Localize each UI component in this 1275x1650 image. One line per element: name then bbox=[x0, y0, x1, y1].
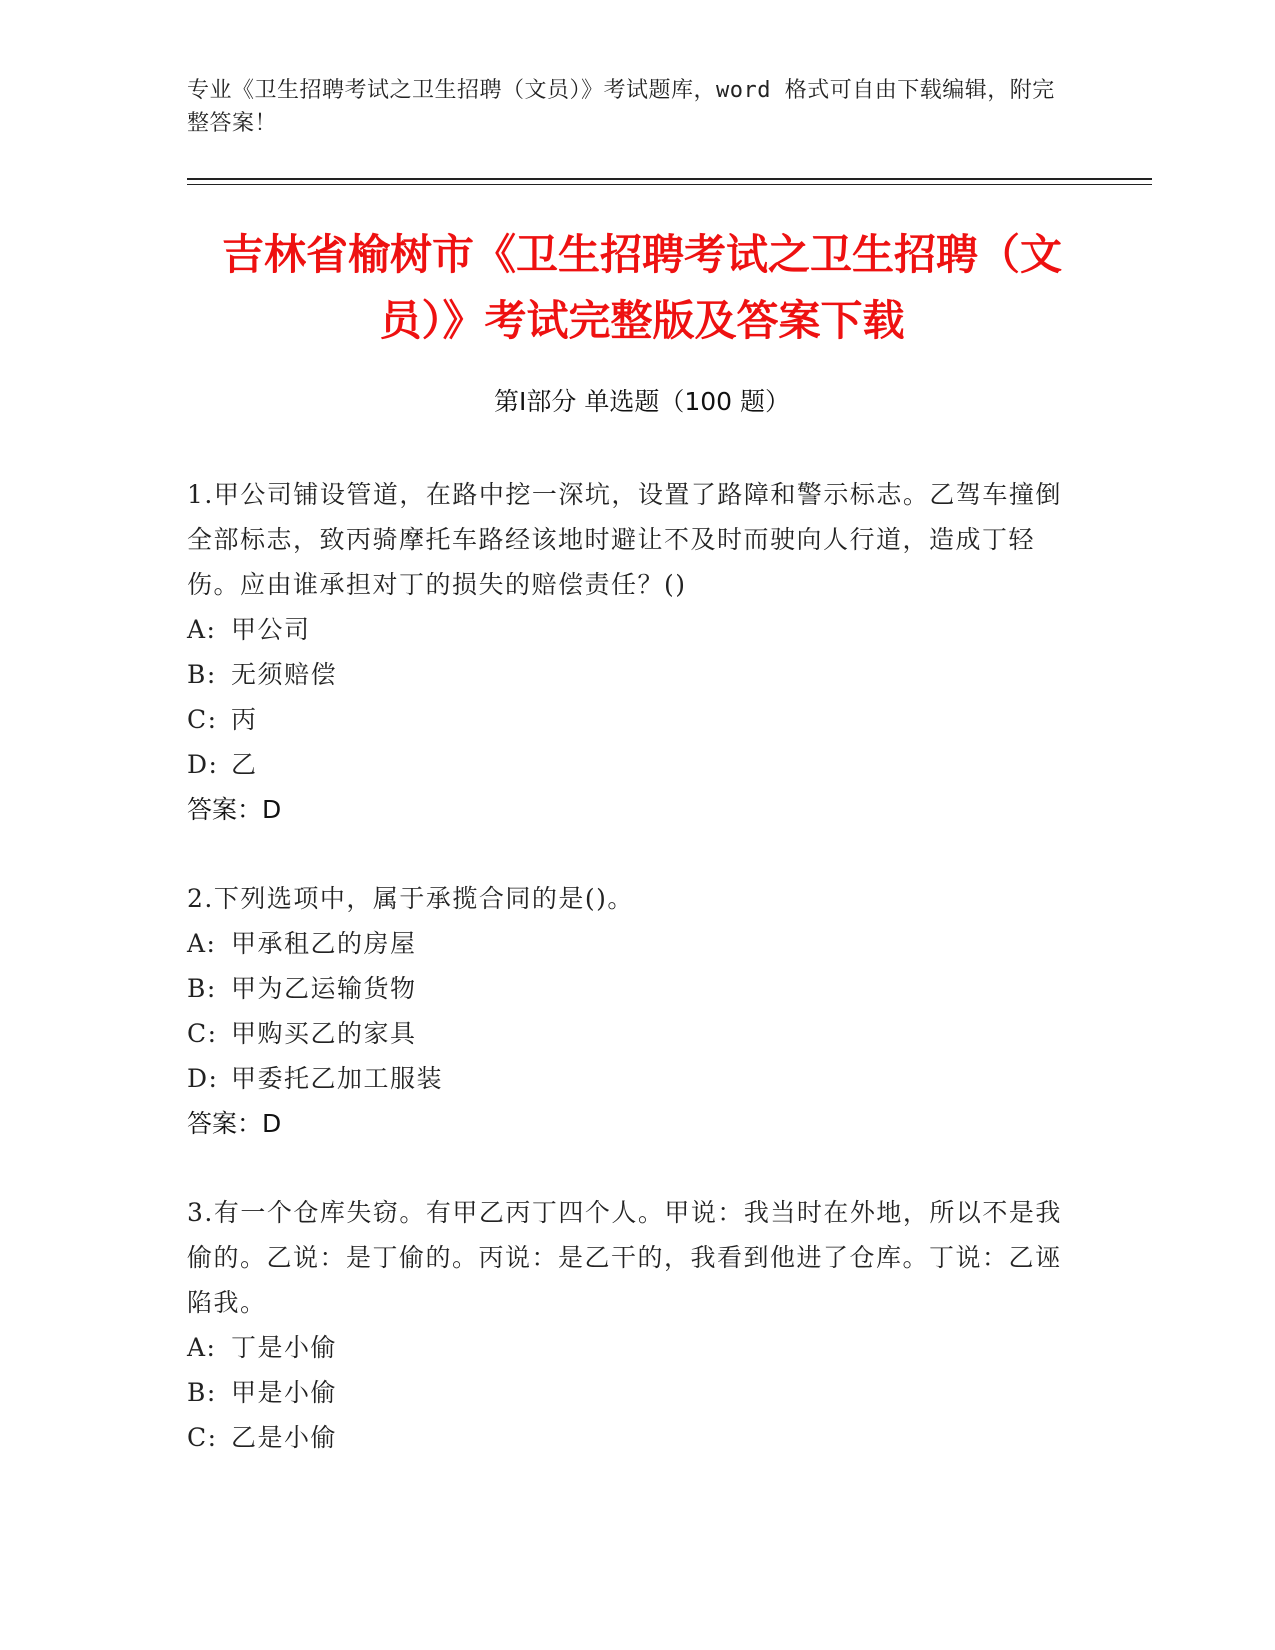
header-note: 专业《卫生招聘考试之卫生招聘（文员）》考试题库，word 格式可自由下载编辑，附完整答案！ bbox=[187, 78, 1055, 136]
option-key: C: bbox=[187, 1019, 218, 1048]
option-d bbox=[187, 1056, 1067, 1101]
option-b bbox=[187, 1370, 1067, 1415]
header-rule-thin bbox=[187, 184, 1152, 185]
answer: 答案：D bbox=[187, 1109, 282, 1138]
option-text: 丁是小偷 bbox=[231, 1333, 338, 1362]
option-text: 丙 bbox=[231, 705, 258, 734]
question-stem: 2.下列选项中，属于承揽合同的是()。 bbox=[187, 884, 634, 913]
option-b bbox=[187, 652, 1067, 697]
option-text: 甲公司 bbox=[231, 615, 311, 644]
option-key: B: bbox=[187, 660, 217, 689]
answer: 答案：D bbox=[187, 795, 282, 824]
option-text: 乙 bbox=[231, 750, 258, 779]
question-3 bbox=[187, 1190, 1067, 1460]
option-a bbox=[187, 607, 1067, 652]
section-heading: 第Ⅰ部分 单选题（100 题） bbox=[494, 387, 790, 416]
option-c bbox=[187, 1415, 1067, 1460]
option-text: 甲是小偷 bbox=[231, 1378, 338, 1407]
option-a bbox=[187, 921, 1067, 966]
question-2 bbox=[187, 876, 1067, 1146]
option-c bbox=[187, 697, 1067, 742]
option-text: 甲购买乙的家具 bbox=[231, 1019, 417, 1048]
question-1 bbox=[187, 472, 1067, 832]
option-text: 无须赔偿 bbox=[231, 660, 338, 689]
option-key: A: bbox=[187, 1333, 217, 1362]
option-text: 甲承租乙的房屋 bbox=[231, 929, 417, 958]
option-b bbox=[187, 966, 1067, 1011]
option-text: 甲为乙运输货物 bbox=[231, 974, 417, 1003]
header-rule bbox=[187, 178, 1152, 180]
option-key: B: bbox=[187, 1378, 217, 1407]
option-a bbox=[187, 1325, 1067, 1370]
option-key: A: bbox=[187, 615, 217, 644]
option-key: D: bbox=[187, 1064, 219, 1093]
option-d bbox=[187, 742, 1067, 787]
option-text: 甲委托乙加工服装 bbox=[231, 1064, 444, 1093]
option-key: C: bbox=[187, 1423, 218, 1452]
question-stem: 3.有一个仓库失窃。有甲乙丙丁四个人。甲说：我当时在外地，所以不是我偷的。乙说：是丁偷的。丙说：是乙干的，我看到他进了仓库。丁说：乙诬陷我。 bbox=[187, 1198, 1062, 1317]
document-title: 吉林省榆树市《卫生招聘考试之卫生招聘（文员）》考试完整版及答案下载 bbox=[221, 230, 1062, 345]
option-c bbox=[187, 1011, 1067, 1056]
option-key: D: bbox=[187, 750, 219, 779]
question-list bbox=[187, 472, 1067, 1504]
option-key: B: bbox=[187, 974, 217, 1003]
option-key: A: bbox=[187, 929, 217, 958]
option-key: C: bbox=[187, 705, 218, 734]
option-text: 乙是小偷 bbox=[231, 1423, 338, 1452]
question-stem: 1.甲公司铺设管道，在路中挖一深坑，设置了路障和警示标志。乙驾车撞倒全部标志，致丙骑摩托车路经该地时避让不及时而驶向人行道，造成丁轻伤。应由谁承担对丁的损失的赔偿责任？() bbox=[187, 480, 1062, 599]
